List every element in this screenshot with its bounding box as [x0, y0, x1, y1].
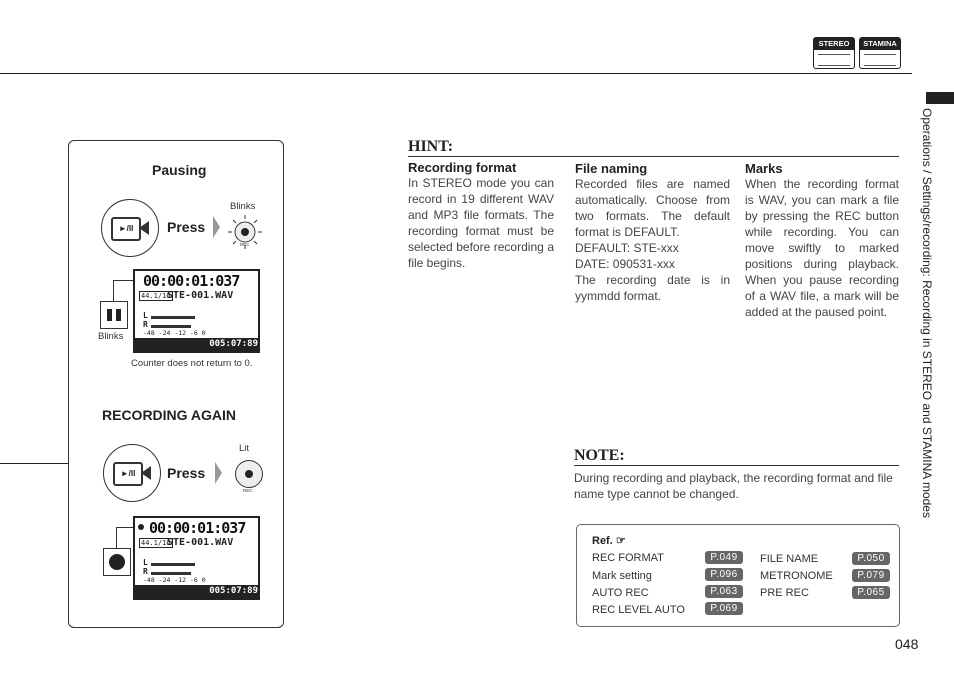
stamina-mode-label: STAMINA — [860, 38, 900, 50]
page-number: 048 — [895, 636, 919, 652]
lcd-record-dot-icon — [138, 524, 144, 530]
lcd-format: 44.1/16 — [141, 539, 171, 547]
lcd-counter: 00:00:01:037 — [143, 272, 240, 290]
stereo-mode-label: STEREO — [814, 38, 854, 50]
lcd-display-recording — [133, 516, 260, 600]
battery-meter-icon — [864, 54, 896, 66]
press-label: Press — [167, 219, 206, 235]
lcd-filename: STE-001.WAV — [167, 537, 234, 548]
lcd-remaining: 005:07:89 — [135, 338, 258, 351]
play-pause-key-icon: ►/II — [113, 462, 143, 486]
lcd-filename: STE-001.WAV — [167, 290, 234, 301]
ref-page-badge[interactable]: P.049 — [705, 551, 743, 564]
lcd-channel-r: R — [143, 567, 148, 576]
lcd-format: 44.1/16 — [141, 292, 171, 300]
ref-page-badge[interactable]: P.050 — [852, 552, 890, 565]
pause-status-icon — [100, 301, 128, 329]
ref-page-badge[interactable]: P.063 — [705, 585, 743, 598]
hint-heading: Marks — [745, 161, 783, 176]
pausing-title: Pausing — [152, 162, 207, 178]
play-pause-key-icon: ►/II — [111, 217, 141, 241]
hint-heading: Recording format — [408, 160, 517, 175]
lcd-level-bar-l — [151, 316, 195, 319]
rec-lit-label: Lit — [239, 443, 250, 454]
ref-item-label: Mark setting — [592, 570, 652, 582]
hint-body: In STEREO mode you can record in 19 different WAV and MP3 file formats. The recording format must be selected before recording a file begins. — [408, 176, 554, 270]
hint-heading: File naming — [575, 161, 648, 176]
counter-caption: Counter does not return to 0. — [131, 358, 253, 369]
hint-body-line: DATE: 090531-xxx — [575, 257, 675, 271]
ref-page-badge[interactable]: P.065 — [852, 586, 890, 599]
hint-title: HINT: — [408, 138, 454, 155]
side-label — [918, 108, 944, 608]
left-rule — [0, 463, 68, 464]
lcd-remaining: 005:07:89 — [135, 585, 258, 598]
lcd-channel-l: L — [143, 311, 148, 320]
ref-page-badge[interactable]: P.096 — [705, 568, 743, 581]
ref-item-label: FILE NAME — [760, 553, 819, 565]
rec-button-lit — [235, 460, 263, 488]
hint-column-marks — [745, 161, 899, 320]
speaker-icon — [141, 466, 151, 480]
status-blinks-label: Blinks — [98, 331, 124, 342]
rec-blinks-label: Blinks — [230, 201, 256, 212]
rec-label: REC — [243, 488, 253, 493]
hint-body: When the recording format is WAV, you can mark a file by pressing the REC button while recording. You can move swiftly to marked positions during playback. When you pause recording of a WAV file, a mark will be added at the paused point. — [745, 177, 899, 319]
lcd-channel-r: R — [143, 320, 148, 329]
lcd-counter: 00:00:01:037 — [149, 519, 246, 537]
ref-item-label: REC LEVEL AUTO — [592, 604, 685, 616]
lcd-level-bar-r — [151, 325, 191, 328]
recording-again-title: RECORDING AGAIN — [102, 407, 237, 423]
hint-body-line: The recording date is in yymmdd format. — [575, 273, 730, 303]
hint-column-file-naming — [575, 161, 730, 304]
record-status-icon — [103, 548, 131, 576]
play-pause-button-recording — [103, 444, 161, 502]
stamina-mode-icon — [859, 37, 901, 69]
lcd-level-bar-r — [151, 572, 191, 575]
side-label-text: Operations / Settings/recording: Recording in STEREO and STAMINA modes — [920, 108, 934, 518]
lcd-channel-l: L — [143, 558, 148, 567]
ref-title: Ref. ☞ — [592, 535, 626, 547]
press-label: Press — [167, 465, 206, 481]
rec-dot-icon — [245, 470, 253, 478]
hint-body-line: Recorded files are named automatically. Choose from two formats. The default format is DEFAULT. — [575, 177, 730, 239]
lcd-level-bar-l — [151, 563, 195, 566]
ref-item-label: AUTO REC — [592, 587, 649, 599]
header-rule — [0, 73, 912, 74]
hint-body-line: DEFAULT: STE-xxx — [575, 241, 679, 255]
arrow-right-icon — [215, 462, 222, 484]
hint-rule — [408, 156, 899, 157]
note-body: During recording and playback, the recording format and file name type cannot be changed. — [574, 471, 893, 501]
lcd-scale: -48 -24 -12 -6 0 — [143, 576, 206, 584]
speaker-icon — [139, 221, 149, 235]
note-title: NOTE: — [574, 447, 625, 464]
arrow-right-icon — [213, 216, 220, 238]
ref-item-label: PRE REC — [760, 587, 809, 599]
lcd-display-pausing — [133, 269, 260, 353]
ref-page-badge[interactable]: P.079 — [852, 569, 890, 582]
note-rule — [574, 465, 899, 466]
section-tab — [926, 92, 954, 104]
level-meter-icon — [818, 54, 850, 66]
rec-label: REC — [240, 242, 250, 247]
ref-item-label: METRONOME — [760, 570, 833, 582]
hint-body — [575, 176, 730, 304]
hint-column-recording-format — [408, 160, 554, 271]
play-pause-button-pausing — [101, 199, 159, 257]
stereo-mode-icon — [813, 37, 855, 69]
ref-page-badge[interactable]: P.069 — [705, 602, 743, 615]
lcd-scale: -48 -24 -12 -6 0 — [143, 329, 206, 337]
ref-item-label: REC FORMAT — [592, 552, 664, 564]
